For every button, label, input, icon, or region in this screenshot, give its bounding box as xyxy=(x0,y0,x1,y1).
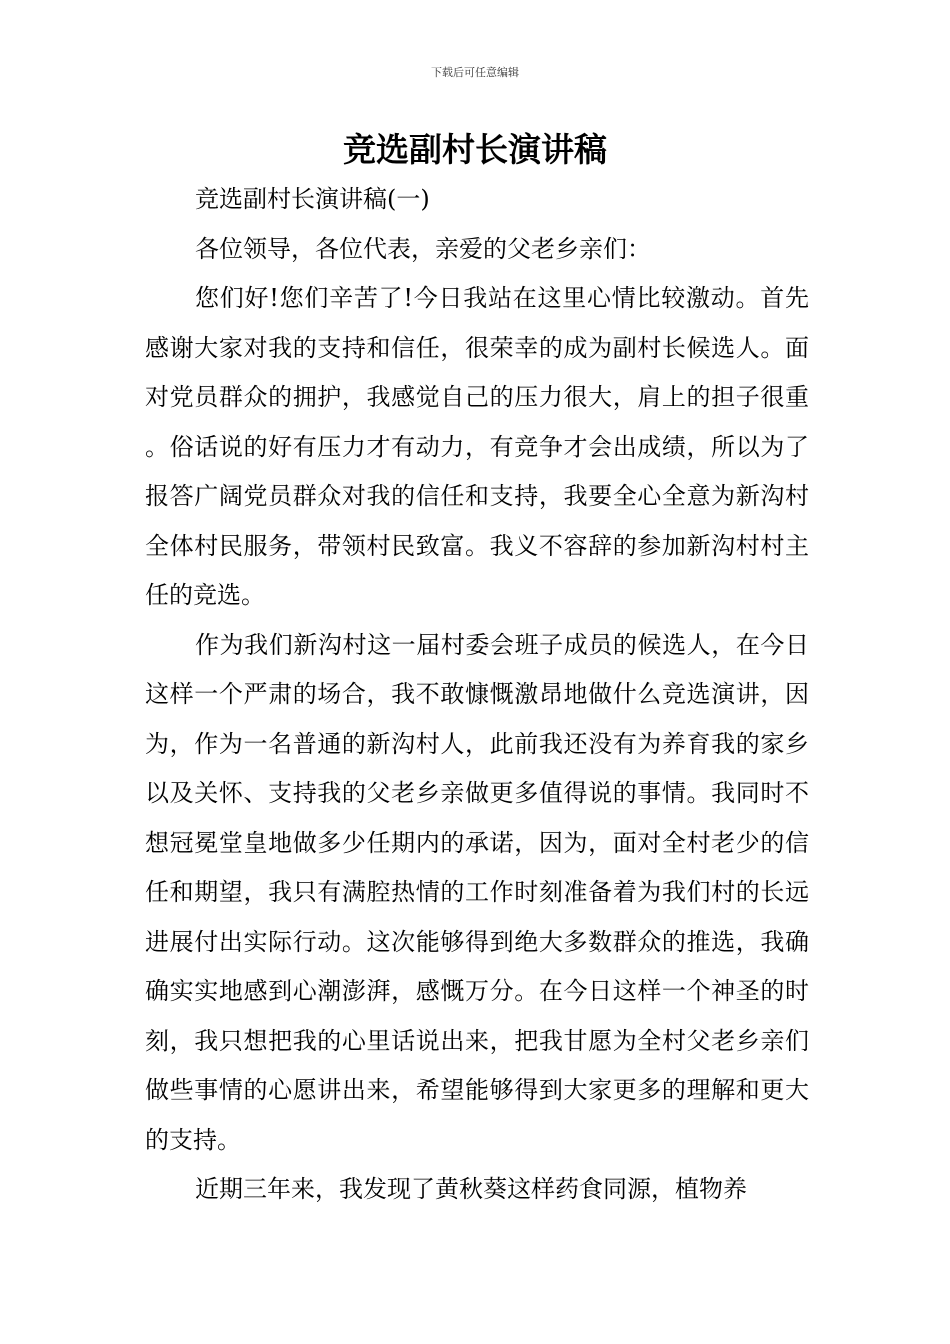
document-body xyxy=(145,175,809,1215)
greeting: 各位领导，各位代表，亲爱的父老乡亲们： xyxy=(195,234,651,263)
paragraph-2: 作为我们新沟村这一届村委会班子成员的候选人，在今日这样一个严肃的场合，我不敢慷慨激昂地做什么竞选演讲，因为，作为一名普通的新沟村人，此前我还没有为养育我的家乡以及关怀、支持我的父老乡亲做更多值得说的事情。我同时不想冠冕堂皇地做多少任期内的承诺，因为，面对全村老少的信任和期望，我只有满腔热情的工作时刻准备着为我们村的长远进展付出实际行动。这次能够得到绝大多数群众的推选，我确确实实地感到心潮澎湃，感慨万分。在今日这样一个神圣的时刻，我只想把我的心里话说出来，把我甘愿为全村父老乡亲们做些事情的心愿讲出来，希望能够得到大家更多的理解和更大的支持。 xyxy=(145,630,809,1154)
document-subtitle: 竞选副村长演讲稿(一) xyxy=(195,185,430,213)
header-note: 下载后可任意编辑 xyxy=(431,66,519,79)
paragraph-3: 近期三年来，我发现了黄秋葵这样药食同源，植物养 xyxy=(195,1175,747,1203)
paragraph-1: 您们好!您们辛苦了!今日我站在这里心情比较激动。首先感谢大家对我的支持和信任，很荣幸的成为副村长候选人。面对党员群众的拥护，我感觉自己的压力很大，肩上的担子很重。俗话说的好有压力才有动力，有竞争才会出成绩，所以为了报答广阔党员群众对我的信任和支持，我要全心全意为新沟村全体村民服务，带领村民致富。我义不容辞的参加新沟村村主任的竞选。 xyxy=(145,284,809,609)
document-title: 竞选副村长演讲稿 xyxy=(343,130,607,169)
